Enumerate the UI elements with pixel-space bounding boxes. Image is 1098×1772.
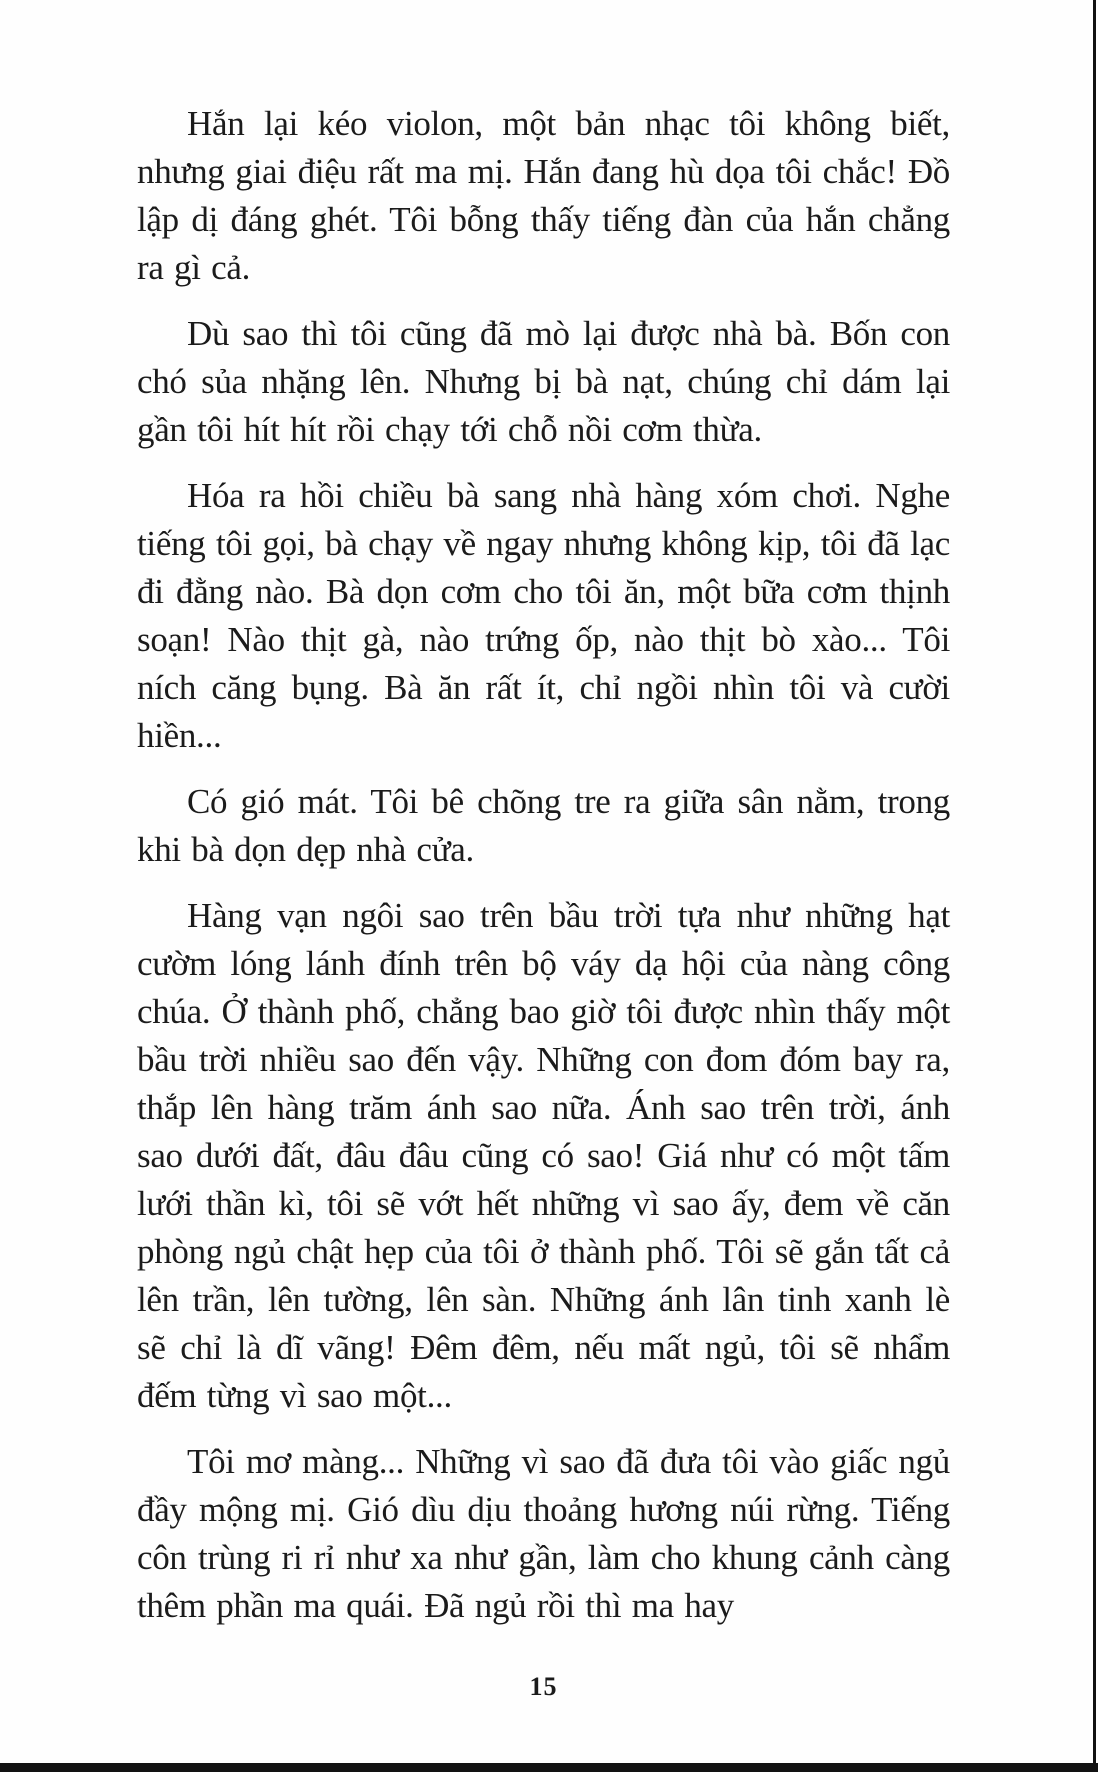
- paragraph-3: Hóa ra hồi chiều bà sang nhà hàng xóm chơi. Nghe tiếng tôi gọi, bà chạy về ngay nhưng không kịp, tôi đã lạc đi đằng nào. Bà dọn cơm cho tôi ăn, một bữa cơm thịnh soạn! Nào thịt gà, nào trứng ốp, nào thịt bò xào... Tôi ních căng bụng. Bà ăn rất ít, chỉ ngồi nhìn tôi và cười hiền...: [137, 476, 950, 755]
- paragraph-4: Có gió mát. Tôi bê chõng tre ra giữa sân nằm, trong khi bà dọn dẹp nhà cửa.: [137, 782, 950, 869]
- paragraph-5: Hàng vạn ngôi sao trên bầu trời tựa như những hạt cườm lóng lánh đính trên bộ váy dạ hội của nàng công chúa. Ở thành phố, chẳng bao giờ tôi được nhìn thấy một bầu trời nhiều sao đến vậy. Những con đom đóm bay ra, thắp lên hàng trăm ánh sao nữa. Ánh sao trên trời, ánh sao dưới đất, đâu đâu cũng có sao! Giá như có một tấm lưới thần kì, tôi sẽ vớt hết những vì sao ấy, đem về căn phòng ngủ chật hẹp của tôi ở thành phố. Tôi sẽ gắn tất cả lên trần, lên tường, lên sàn. Những ánh lân tinh xanh lè sẽ chỉ là dĩ vãng! Đêm đêm, nếu mất ngủ, tôi sẽ nhẩm đếm từng vì sao một...: [137, 896, 950, 1415]
- paragraph-2: Dù sao thì tôi cũng đã mò lại được nhà bà. Bốn con chó sủa nhặng lên. Nhưng bị bà nạt, chúng chỉ dám lại gần tôi hít hít rồi chạy tới chỗ nồi cơm thừa.: [137, 314, 950, 449]
- paragraph-6: Tôi mơ màng... Những vì sao đã đưa tôi vào giấc ngủ đầy mộng mị. Gió dìu dịu thoảng hương núi rừng. Tiếng côn trùng ri rỉ như xa như gần, làm cho khung cảnh càng thêm phần ma quái. Đã ngủ rồi thì ma hay: [137, 1442, 950, 1625]
- scan-edge-right: [1093, 0, 1096, 1772]
- paragraph-1: Hắn lại kéo violon, một bản nhạc tôi không biết, nhưng giai điệu rất ma mị. Hắn đang hù dọa tôi chắc! Đồ lập dị đáng ghét. Tôi bỗng thấy tiếng đàn của hắn chẳng ra gì cả.: [137, 104, 950, 287]
- page-number: 15: [529, 1672, 558, 1701]
- scan-edge-bottom: [0, 1763, 1098, 1772]
- body-text: [137, 100, 950, 1648]
